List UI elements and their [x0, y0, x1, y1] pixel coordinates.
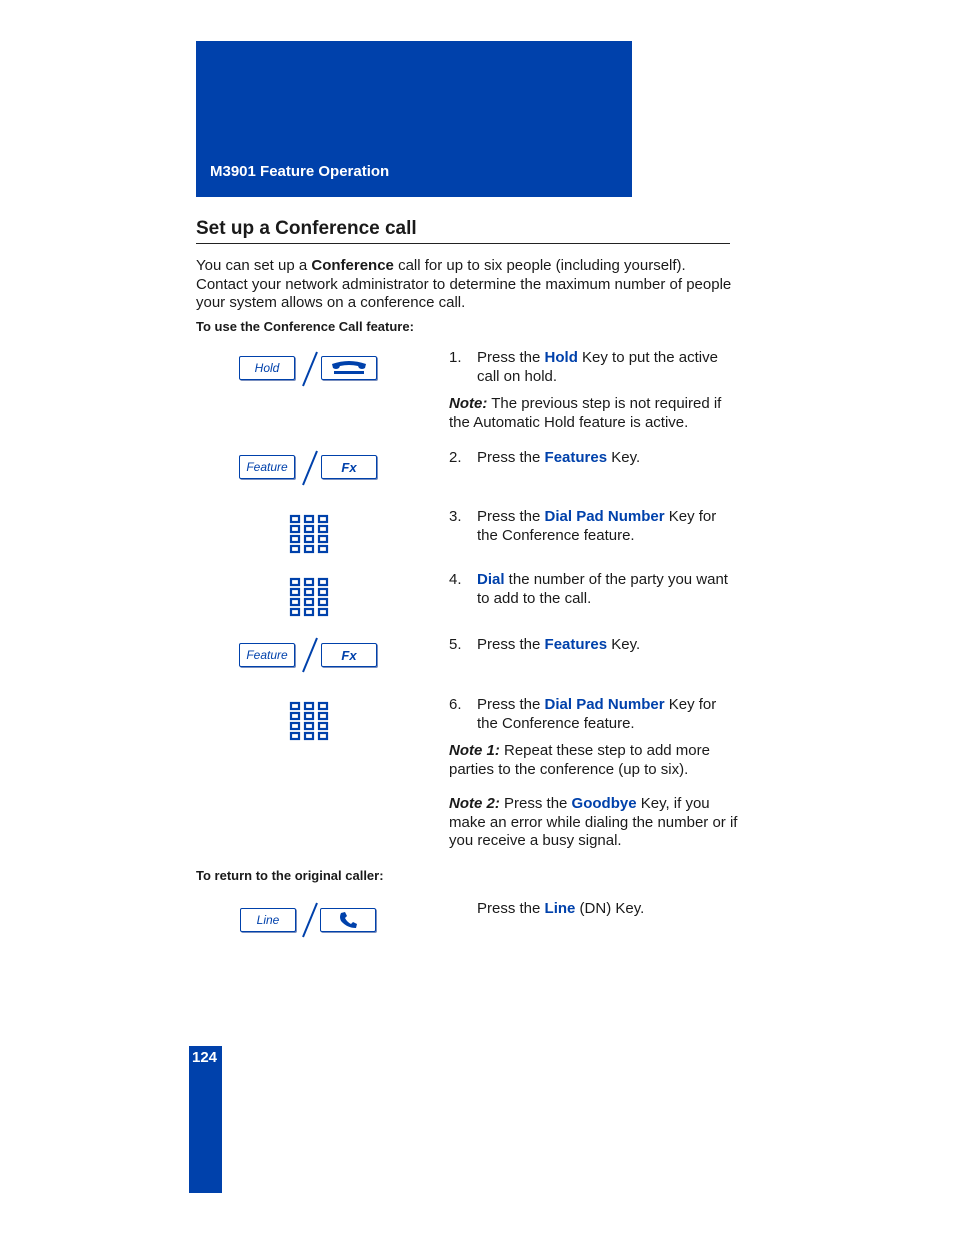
note-label: Note 2: — [449, 795, 500, 812]
subhead-conference: To use the Conference Call feature: — [196, 319, 414, 334]
fx-key[interactable]: Fx — [321, 455, 377, 479]
intro-post: call for up to six people (including yourself). Contact your network administrator to determine the maximum number of people your system allows on a conference call. — [196, 257, 732, 311]
note-1 — [449, 742, 739, 779]
step-text: Key for the Conference feature. — [477, 508, 717, 544]
step-number: 1. — [449, 349, 462, 366]
step-keyword: Dial Pad Number — [544, 508, 665, 525]
dial-pad-icon[interactable] — [289, 701, 329, 741]
note-keyword: Goodbye — [571, 795, 637, 812]
intro-keyword: Conference — [311, 257, 394, 274]
goodbye-handset-icon — [329, 359, 369, 377]
step-number: 6. — [449, 696, 462, 713]
slash-separator — [299, 450, 321, 486]
line-key[interactable]: Line — [240, 908, 296, 932]
page-number-band — [189, 1046, 222, 1193]
slash-separator — [299, 637, 321, 673]
note-2 — [449, 795, 739, 851]
page-number: 124 — [192, 1049, 218, 1066]
feature-key[interactable]: Feature — [239, 643, 295, 667]
dial-pad-icon[interactable] — [289, 577, 329, 617]
step-text: Press the — [477, 696, 545, 713]
step-keyword: Dial — [477, 571, 505, 588]
note-text: Key, if you make an error while dialing the number or if you receive a busy signal. — [449, 795, 738, 849]
goodbye-key[interactable] — [321, 356, 377, 380]
note-text: The previous step is not required if the Automatic Hold feature is active. — [449, 395, 722, 431]
step-text: (DN) Key. — [575, 900, 645, 917]
step-text: Key. — [607, 636, 641, 653]
step-keyword: Features — [544, 636, 608, 653]
intro-pre: You can set up a — [196, 257, 312, 274]
step-text: Press the — [477, 508, 545, 525]
section-title: Set up a Conference call — [196, 218, 730, 244]
step-number: 5. — [449, 636, 462, 653]
step-text: Key for the Conference feature. — [477, 696, 717, 732]
feature-key[interactable]: Feature — [239, 455, 295, 479]
step-text: Press the — [477, 636, 545, 653]
step-text: Press the — [477, 449, 545, 466]
step-6 — [449, 696, 739, 733]
step-keyword: Dial Pad Number — [544, 696, 665, 713]
slash-separator — [299, 351, 321, 387]
step-keyword: Line — [544, 900, 576, 917]
step-keyword: Hold — [544, 349, 578, 366]
step-text: Key to put the active call on hold. — [477, 349, 718, 385]
header-title: M3901 Feature Operation — [210, 163, 390, 180]
note-text: Repeat these step to add more parties to the conference (up to six). — [449, 742, 710, 778]
subhead-return: To return to the original caller: — [196, 868, 384, 883]
step-text: Press the — [477, 900, 545, 917]
note-label: Note: — [449, 395, 488, 412]
step-5 — [449, 636, 739, 655]
step-3 — [449, 508, 739, 545]
step-keyword: Features — [544, 449, 608, 466]
note-text: Press the — [499, 795, 572, 812]
note-auto-hold — [449, 395, 739, 432]
step-2 — [449, 449, 739, 468]
header-band — [196, 41, 632, 197]
step-1 — [449, 349, 739, 386]
hold-key[interactable]: Hold — [239, 356, 295, 380]
note-label: Note 1: — [449, 742, 500, 759]
return-step — [449, 900, 739, 919]
step-text: Press the — [477, 349, 545, 366]
step-text: Key. — [607, 449, 641, 466]
step-4 — [449, 571, 739, 608]
phone-handset-icon — [338, 911, 358, 929]
step-number: 4. — [449, 571, 462, 588]
line-handset-key[interactable] — [320, 908, 376, 932]
step-text: the number of the party you want to add to the call. — [477, 571, 728, 607]
step-number: 2. — [449, 449, 462, 466]
slash-separator — [299, 902, 321, 938]
fx-key[interactable]: Fx — [321, 643, 377, 667]
dial-pad-icon[interactable] — [289, 514, 329, 554]
step-number: 3. — [449, 508, 462, 525]
intro-paragraph — [196, 257, 736, 313]
